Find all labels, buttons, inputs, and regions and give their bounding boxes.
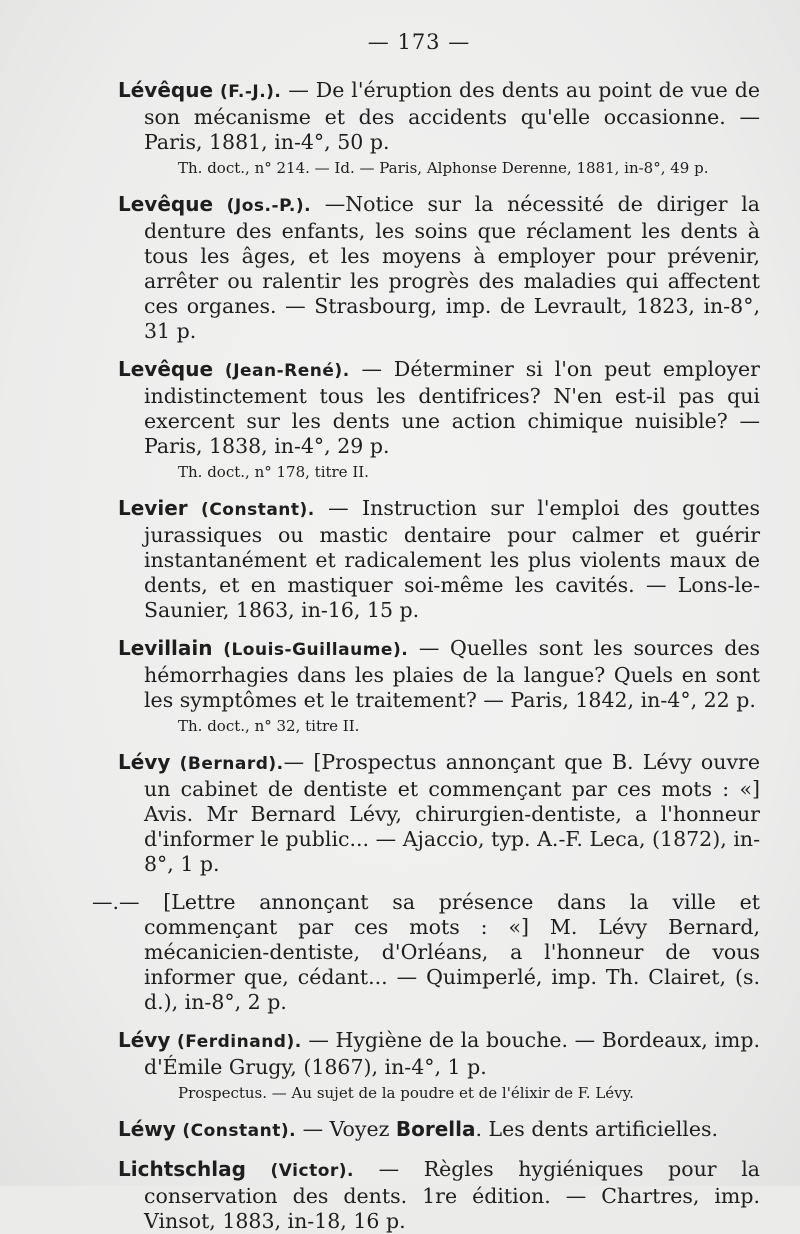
entry-author: Léwy	[118, 1117, 176, 1141]
entry-author: Lichtschlag	[118, 1157, 246, 1181]
entry-note: Th. doct., n° 214. — Id. — Paris, Alphonse Derenne, 1881, in-8°, 49 p.	[178, 159, 709, 177]
entry-author: Levêque	[118, 357, 214, 381]
entry-levy-bernard-letter	[92, 890, 760, 1015]
entry-leveque-jeanrene	[118, 357, 760, 483]
entry-text: — [Prospectus annonçant que B. Lévy ouvre un cabinet de dentiste et commençant par ces mots : «] Avis. Mr Bernard Lévy, chirurgien-dentiste, a l'honneur d'informer le public... — Ajaccio, typ. A.-F. Leca, (1872), in-8°, 1 p.	[144, 750, 760, 876]
entry-text: . Les dents artificielles.	[475, 1117, 719, 1141]
entry-levy-bernard	[118, 750, 760, 877]
entry-text: —Notice sur la nécessité de diriger la denture des enfants, les soins que réclament les dents à tous les âges, et les moyens à employer pour prévenir, arrêter ou ralentir les progrès des maladies qui affectent ces organes. — Strasbourg, imp. de Levrault, 1823, in-8°, 31 p.	[144, 192, 760, 343]
entry-given-name: (Louis-Guillaume).	[223, 640, 409, 660]
entry-author: Levêque	[118, 192, 214, 216]
entry-note: Th. doct., n° 32, titre II.	[178, 717, 360, 735]
entry-lichtschlag	[118, 1157, 760, 1234]
entry-note: Th. doct., n° 178, titre II.	[178, 463, 369, 481]
entry-body	[118, 636, 760, 713]
entry-text-pre: — Voyez	[296, 1117, 396, 1141]
entry-leveque-fj	[118, 78, 760, 179]
entry-given-name: (Bernard).	[179, 754, 284, 774]
entry-text: — Hygiène de la bouche. — Bordeaux, imp. d'Émile Grugy, (1867), in-4°, 1 p.	[144, 1028, 760, 1079]
entry-body	[118, 192, 760, 344]
entry-levy-ferdinand	[118, 1028, 760, 1104]
entry-body	[118, 496, 760, 623]
entry-body	[118, 357, 760, 459]
entry-body	[92, 890, 760, 1015]
entry-body	[118, 1028, 760, 1080]
entry-body	[118, 1117, 760, 1144]
entry-given-name: (F.-J.).	[219, 82, 282, 102]
entry-text: — [Lettre annonçant sa présence dans la ville et commençant par ces mots : «] M. Lévy Bernard, mécanicien-dentiste, d'Orléans, a l'honneur de vous informer que, cédant... — Quimperlé, imp. Th. Clairet, (s. d.), in-8°, 2 p.	[119, 890, 760, 1014]
entry-given-name: (Ferdinand).	[177, 1032, 302, 1052]
entry-body	[118, 750, 760, 877]
entry-lewy-constant	[118, 1117, 760, 1144]
entry-leveque-josp	[118, 192, 760, 344]
entry-author: Lévy	[118, 1028, 171, 1052]
entry-body	[118, 1157, 760, 1234]
entry-given-name: (Victor).	[270, 1161, 354, 1181]
entry-text: — Instruction sur l'emploi des gouttes jurassiques ou mastic dentaire pour calmer et guérir instantanément et radicalement les plus violents maux de dents, et en mastiquer soi-même les cavités. — Lons-le-Saunier, 1863, in-16, 15 p.	[144, 496, 760, 622]
entry-text: — Déterminer si l'on peut employer indistinctement tous les dentifrices? N'en est-il pas qui exercent sur les dents une action chimique nuisible? — Paris, 1838, in-4°, 29 p.	[144, 357, 760, 458]
entry-given-name: (Jean-René).	[224, 361, 350, 381]
entry-cross-reference: Borella	[395, 1117, 476, 1141]
page-number: — 173 —	[367, 30, 471, 54]
entry-author: Levillain	[118, 636, 213, 660]
entry-text: — De l'éruption des dents au point de vue de son mécanisme et des accidents qu'elle occasionne. — Paris, 1881, in-4°, 50 p.	[144, 78, 760, 154]
entry-author: Lévêque	[118, 78, 214, 102]
entry-ditto-dash: —.	[92, 890, 120, 914]
entry-author: Lévy	[118, 750, 171, 774]
entry-text: — Règles hygiéniques pour la conservation des dents. 1re édition. — Chartres, imp. Vinsot, 1883, in-18, 16 p.	[144, 1157, 760, 1233]
entry-note: Prospectus. — Au sujet de la poudre et de l'élixir de F. Lévy.	[178, 1084, 634, 1102]
entry-given-name: (Jos.-P.).	[226, 196, 312, 216]
entry-levier-constant	[118, 496, 760, 623]
entry-levillain	[118, 636, 760, 737]
entry-text: — Quelles sont les sources des hémorrhagies dans les plaies de la langue? Quels en sont les symptômes et le traitement? — Paris, 1842, in-4°, 22 p.	[144, 636, 760, 712]
entry-body	[118, 78, 760, 155]
entry-given-name: (Constant).	[182, 1121, 297, 1141]
entry-given-name: (Constant).	[201, 500, 315, 520]
entry-author: Levier	[118, 496, 188, 520]
